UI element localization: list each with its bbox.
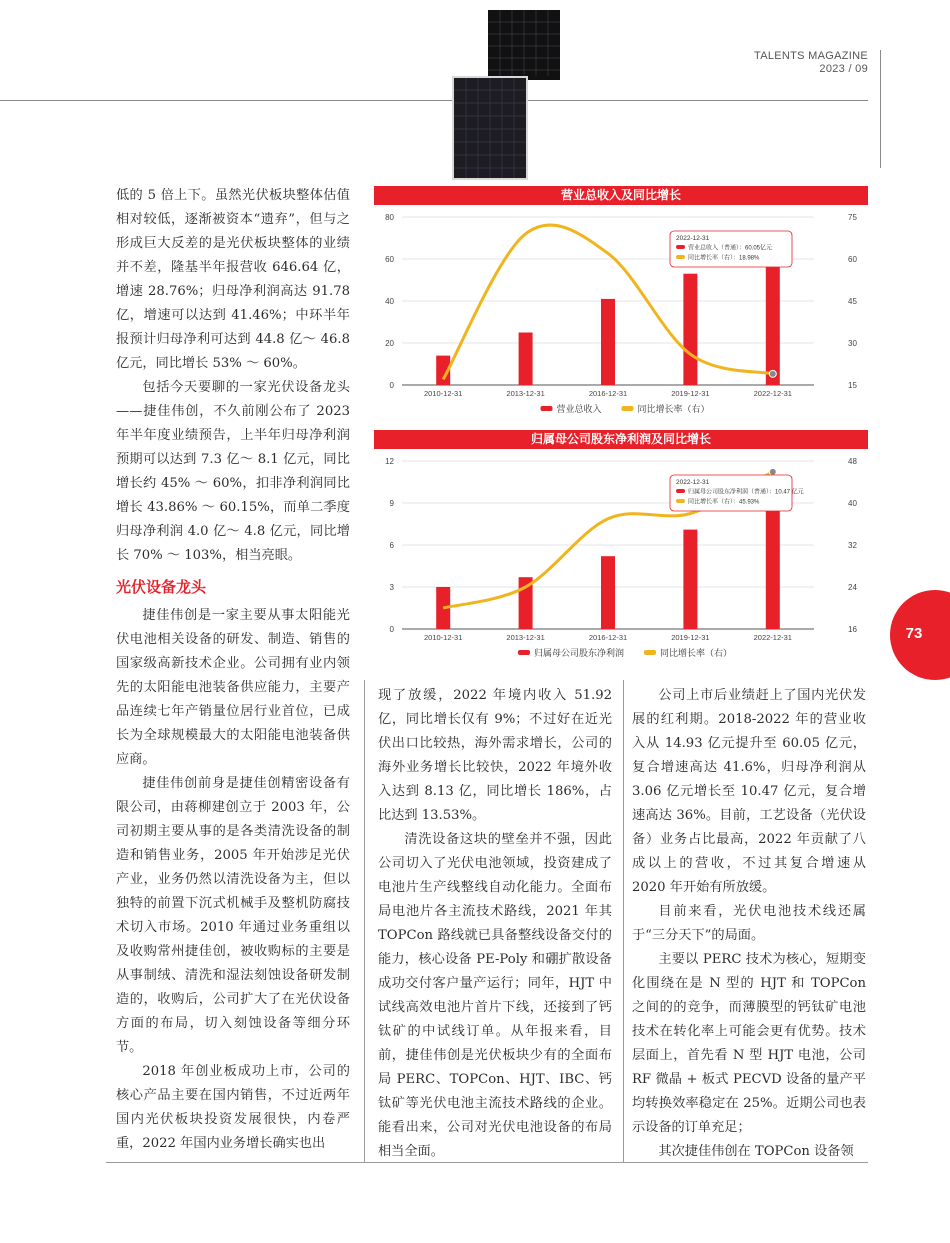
tooltip-swatch bbox=[676, 255, 685, 259]
column-divider bbox=[364, 680, 365, 1162]
bar bbox=[519, 333, 533, 386]
tooltip-line2: 同比增长率（右）：45.93% bbox=[688, 499, 760, 506]
y-right-tick-label: 45 bbox=[848, 297, 857, 306]
page-number: 73 bbox=[905, 625, 923, 642]
y-left-tick-label: 6 bbox=[389, 541, 394, 550]
bar bbox=[683, 530, 697, 629]
tooltip-swatch bbox=[676, 489, 685, 493]
revenue-chart bbox=[374, 186, 868, 420]
bar bbox=[601, 556, 615, 629]
hover-point bbox=[769, 370, 776, 377]
x-tick-label: 2019-12-31 bbox=[671, 633, 710, 642]
y-right-tick-label: 24 bbox=[848, 583, 857, 592]
y-left-tick-label: 9 bbox=[389, 499, 394, 508]
y-right-tick-label: 60 bbox=[848, 255, 857, 264]
x-tick-label: 2022-12-31 bbox=[753, 633, 792, 642]
tooltip-date: 2022-12-31 bbox=[676, 479, 710, 486]
header-vertical-rule bbox=[880, 50, 881, 168]
paragraph: 目前来看，光伏电池技术线还属于“三分天下”的局面。 bbox=[632, 904, 866, 943]
chart-title: 营业总收入及同比增长 bbox=[374, 186, 868, 205]
section-heading: 光伏设备龙头 bbox=[116, 579, 207, 596]
y-right-tick-label: 48 bbox=[848, 457, 857, 466]
text-column-2 bbox=[378, 684, 612, 1164]
y-right-tick-label: 75 bbox=[848, 213, 857, 222]
y-left-tick-label: 20 bbox=[385, 339, 394, 348]
revenue-chart-plot bbox=[374, 205, 868, 420]
net-profit-chart-plot bbox=[374, 449, 868, 666]
magazine-masthead bbox=[754, 50, 868, 76]
tooltip-swatch bbox=[676, 499, 685, 503]
hover-point bbox=[769, 468, 776, 475]
bar bbox=[766, 259, 780, 385]
bar bbox=[683, 274, 697, 385]
y-left-tick-label: 60 bbox=[385, 255, 394, 264]
y-left-tick-label: 40 bbox=[385, 297, 394, 306]
x-tick-label: 2010-12-31 bbox=[424, 389, 463, 398]
solar-panel-image bbox=[440, 10, 580, 170]
text-column-1 bbox=[116, 184, 350, 1156]
paragraph: 现了放缓，2022 年境内收入 51.92 亿，同比增长仅有 9%；不过好在近光伏出口比较热，海外需求增长，公司的海外业务增长比较快，2022 年境外收入达到 8.13 亿，同比增长 186%，占比达到 13.53%。 bbox=[378, 688, 612, 823]
x-tick-label: 2010-12-31 bbox=[424, 633, 463, 642]
legend-label: 同比增长率（右） bbox=[637, 404, 710, 414]
chart-title: 归属母公司股东净利润及同比增长 bbox=[374, 430, 868, 449]
magazine-name: TALENTS MAGAZINE bbox=[754, 50, 868, 62]
paragraph: 捷佳伟创是一家主要从事太阳能光伏电池相关设备的研发、制造、销售的国家级高新技术企业。公司拥有业内领先的太阳能电池装备供应能力，主要产品连续七年产销量位居行业首位，已成长为全球规模最大的太阳能电池装备供应商。 bbox=[116, 608, 350, 767]
tooltip-line2: 同比增长率（右）：18.98% bbox=[688, 255, 760, 262]
y-right-tick-label: 30 bbox=[848, 339, 857, 348]
x-tick-label: 2022-12-31 bbox=[753, 389, 792, 398]
tooltip-line1: 归属母公司股东净利润（普通）：10.47 亿元 bbox=[688, 489, 804, 496]
paragraph: 其次捷佳伟创在 TOPCon 设备领 bbox=[658, 1144, 854, 1159]
paragraph: 2018 年创业板成功上市，公司的核心产品主要在国内销售，不过近两年国内光伏板块投资发展很快，内卷严重，2022 年国内业务增长确实也出 bbox=[116, 1064, 350, 1151]
x-tick-label: 2013-12-31 bbox=[506, 389, 545, 398]
paragraph: 公司上市后业绩赶上了国内光伏发展的红利期。2018-2022 年的营业收入从 14.93 亿元提升至 60.05 亿元，复合增速高达 41.6%，归母净利润从 3.06 亿元增长至 10.47 亿元，复合增速高达 36%。目前，工艺设备（光伏设备）业务占比最高，2022 年贡献了八成以上的营收，不过其复合增速从 2020 年开始有所放缓。 bbox=[632, 688, 866, 895]
paragraph: 低的 5 倍上下。虽然光伏板块整体估值相对较低，逐渐被资本“遗弃”，但与之形成巨大反差的是光伏板块整体的业绩并不差，隆基半年报营收 646.64 亿，增速 28.76%；归母净利润高达 91.78 亿，增速可以达到 41.46%；中环半年报预计归母净利可达到 44.8 亿～ 46.8 亿元，同比增长 53% ～ 60%。 bbox=[116, 188, 350, 371]
legend-swatch bbox=[644, 650, 656, 655]
y-left-tick-label: 0 bbox=[389, 381, 394, 390]
y-right-tick-label: 16 bbox=[848, 625, 857, 634]
y-right-tick-label: 32 bbox=[848, 541, 857, 550]
x-tick-label: 2016-12-31 bbox=[588, 389, 628, 398]
footer-rule bbox=[106, 1162, 868, 1163]
header-rule bbox=[0, 100, 868, 101]
legend-swatch bbox=[518, 650, 530, 655]
x-tick-label: 2019-12-31 bbox=[671, 389, 710, 398]
paragraph: 清洗设备这块的壁垒并不强，因此公司切入了光伏电池领域，投资建成了电池片生产线整线自动化能力。全面布局电池片各主流技术路线，2021 年其 TOPCon 路线就已具备整线设备交付的能力，核心设备 PE-Poly 和硼扩散设备成功交付客户量产运行；同年，HJT 中试线高效电池片首片下线，还接到了钙钛矿的中试线订单。从年报来看，目前，捷佳伟创是光伏板块少有的全面布局 PERC、TOPCon、HJT、IBC、钙钛矿等光伏电池主流技术路线的企业。能看出来，公司对光伏电池设备的布局相当全面。 bbox=[378, 832, 612, 1159]
y-left-tick-label: 80 bbox=[385, 213, 394, 222]
legend-label: 营业总收入 bbox=[556, 404, 602, 414]
paragraph: 主要以 PERC 技术为核心，短期变化围绕在是 N 型的 HJT 和 TOPCon 之间的的竞争，而薄膜型的钙钛矿电池技术在转化率上可能会更有优势。技术层面上，首先看 N 型 HJT 电池，公司 RF 微晶 + 板式 PECVD 设备的量产平均转换效率稳定在 25%。近期公司也表示设备的订单充足； bbox=[632, 952, 866, 1135]
paragraph: 包括今天要聊的一家光伏设备龙头——捷佳伟创，不久前刚公布了 2023 年半年度业绩预告，上半年归母净利润预期可以达到 7.3 亿～ 8.1 亿元，同比增长约 45% ～ 60%，扣非净利润同比增长 43.86% ～ 60.15%，而单二季度归母净利润 4.0 亿～ 4.8 亿元，同比增长 70% ～ 103%，相当亮眼。 bbox=[116, 380, 350, 563]
y-right-tick-label: 40 bbox=[848, 499, 857, 508]
issue-date: 2023 / 09 bbox=[819, 63, 868, 75]
paragraph: 捷佳伟创前身是捷佳创精密设备有限公司，由蒋柳建创立于 2003 年，公司初期主要从事的是各类清洗设备的制造和销售业务，2005 年开始涉足光伏产业，业务仍然以清洗设备为主，但以独特的前置下沉式机械手及整机防腐技术切入市场。2010 年通过业务重组以及收购常州捷佳创，被收购标的主要是从事制绒、清洗和湿法刻蚀设备研发制造的，收购后，公司扩大了在光伏设备方面的布局，切入刻蚀设备等细分环节。 bbox=[116, 776, 350, 1055]
tooltip-line1: 营业总收入（普通）：60.05亿元 bbox=[688, 245, 773, 252]
legend-swatch bbox=[541, 406, 553, 411]
tooltip-date: 2022-12-31 bbox=[676, 235, 710, 242]
text-column-3 bbox=[632, 684, 866, 1164]
y-left-tick-label: 3 bbox=[389, 583, 394, 592]
x-tick-label: 2013-12-31 bbox=[506, 633, 545, 642]
tooltip-swatch bbox=[676, 245, 685, 249]
legend-label: 归属母公司股东净利润 bbox=[534, 648, 625, 658]
y-left-tick-label: 12 bbox=[385, 457, 394, 466]
y-left-tick-label: 0 bbox=[389, 625, 394, 634]
legend-label: 同比增长率（右） bbox=[660, 648, 733, 658]
column-divider bbox=[623, 680, 624, 1162]
x-tick-label: 2016-12-31 bbox=[588, 633, 628, 642]
legend-swatch bbox=[622, 406, 634, 411]
bar bbox=[601, 299, 615, 385]
y-right-tick-label: 15 bbox=[848, 381, 857, 390]
net-profit-chart bbox=[374, 430, 868, 666]
